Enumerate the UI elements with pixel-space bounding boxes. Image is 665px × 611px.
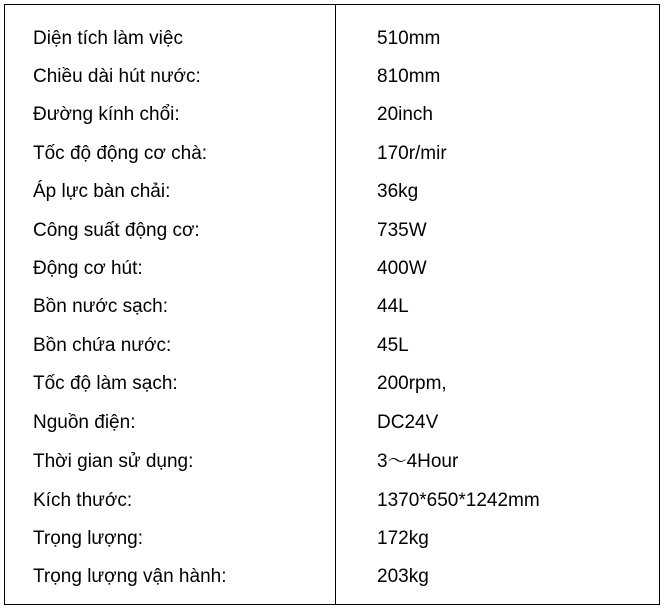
- spec-value: 200rpm,: [377, 373, 447, 394]
- spec-value: 45L: [377, 335, 409, 356]
- spec-row-13: [5, 520, 659, 558]
- spec-value: 170r/mir: [377, 143, 447, 164]
- spec-value: 735W: [377, 220, 427, 241]
- spec-label: Bồn chứa nước:: [33, 335, 172, 356]
- spec-label: Thời gian sử dụng:: [33, 451, 194, 472]
- spec-value: 1370*650*1242mm: [377, 490, 540, 511]
- spec-label: Bồn nước sạch:: [33, 296, 169, 317]
- spec-label: Tốc độ làm sạch:: [33, 373, 178, 394]
- spec-label: Tốc độ động cơ chà:: [33, 143, 208, 164]
- spec-row-0: [5, 20, 659, 58]
- spec-value: 400W: [377, 258, 427, 279]
- spec-row-3: [5, 135, 659, 173]
- spec-label: Chiều dài hút nước:: [33, 66, 201, 87]
- spec-value: 203kg: [377, 566, 429, 587]
- spec-value: 810mm: [377, 66, 441, 87]
- spec-row-5: [5, 212, 659, 250]
- spec-value: 3～4Hour: [377, 451, 459, 472]
- spec-label: Kích thước:: [33, 490, 133, 511]
- spec-row-10: [5, 404, 659, 442]
- spec-row-4: [5, 173, 659, 211]
- spec-label: Nguồn điện:: [33, 412, 136, 433]
- spec-value: 44L: [377, 296, 409, 317]
- spec-label: Trọng lượng vận hành:: [33, 566, 227, 587]
- spec-value: 172kg: [377, 528, 429, 549]
- spec-label: Động cơ hút:: [33, 258, 143, 279]
- spec-row-2: [5, 96, 659, 134]
- spec-row-1: [5, 58, 659, 96]
- spec-label: Trọng lượng:: [33, 528, 144, 549]
- spec-row-11: [5, 443, 659, 481]
- spec-row-8: [5, 327, 659, 365]
- spec-row-14: [5, 558, 659, 596]
- spec-table: [4, 4, 660, 605]
- spec-value: DC24V: [377, 412, 439, 433]
- spec-value: 20inch: [377, 104, 433, 125]
- spec-label: Đường kính chổi:: [33, 104, 180, 125]
- spec-row-12: [5, 482, 659, 520]
- spec-value: 36kg: [377, 181, 419, 202]
- spec-label: Diện tích làm việc: [33, 28, 183, 49]
- spec-row-6: [5, 250, 659, 288]
- spec-row-7: [5, 288, 659, 326]
- spec-label: Áp lực bàn chải:: [33, 181, 171, 202]
- spec-row-9: [5, 365, 659, 403]
- spec-label: Công suất động cơ:: [33, 220, 200, 241]
- spec-value: 510mm: [377, 28, 441, 49]
